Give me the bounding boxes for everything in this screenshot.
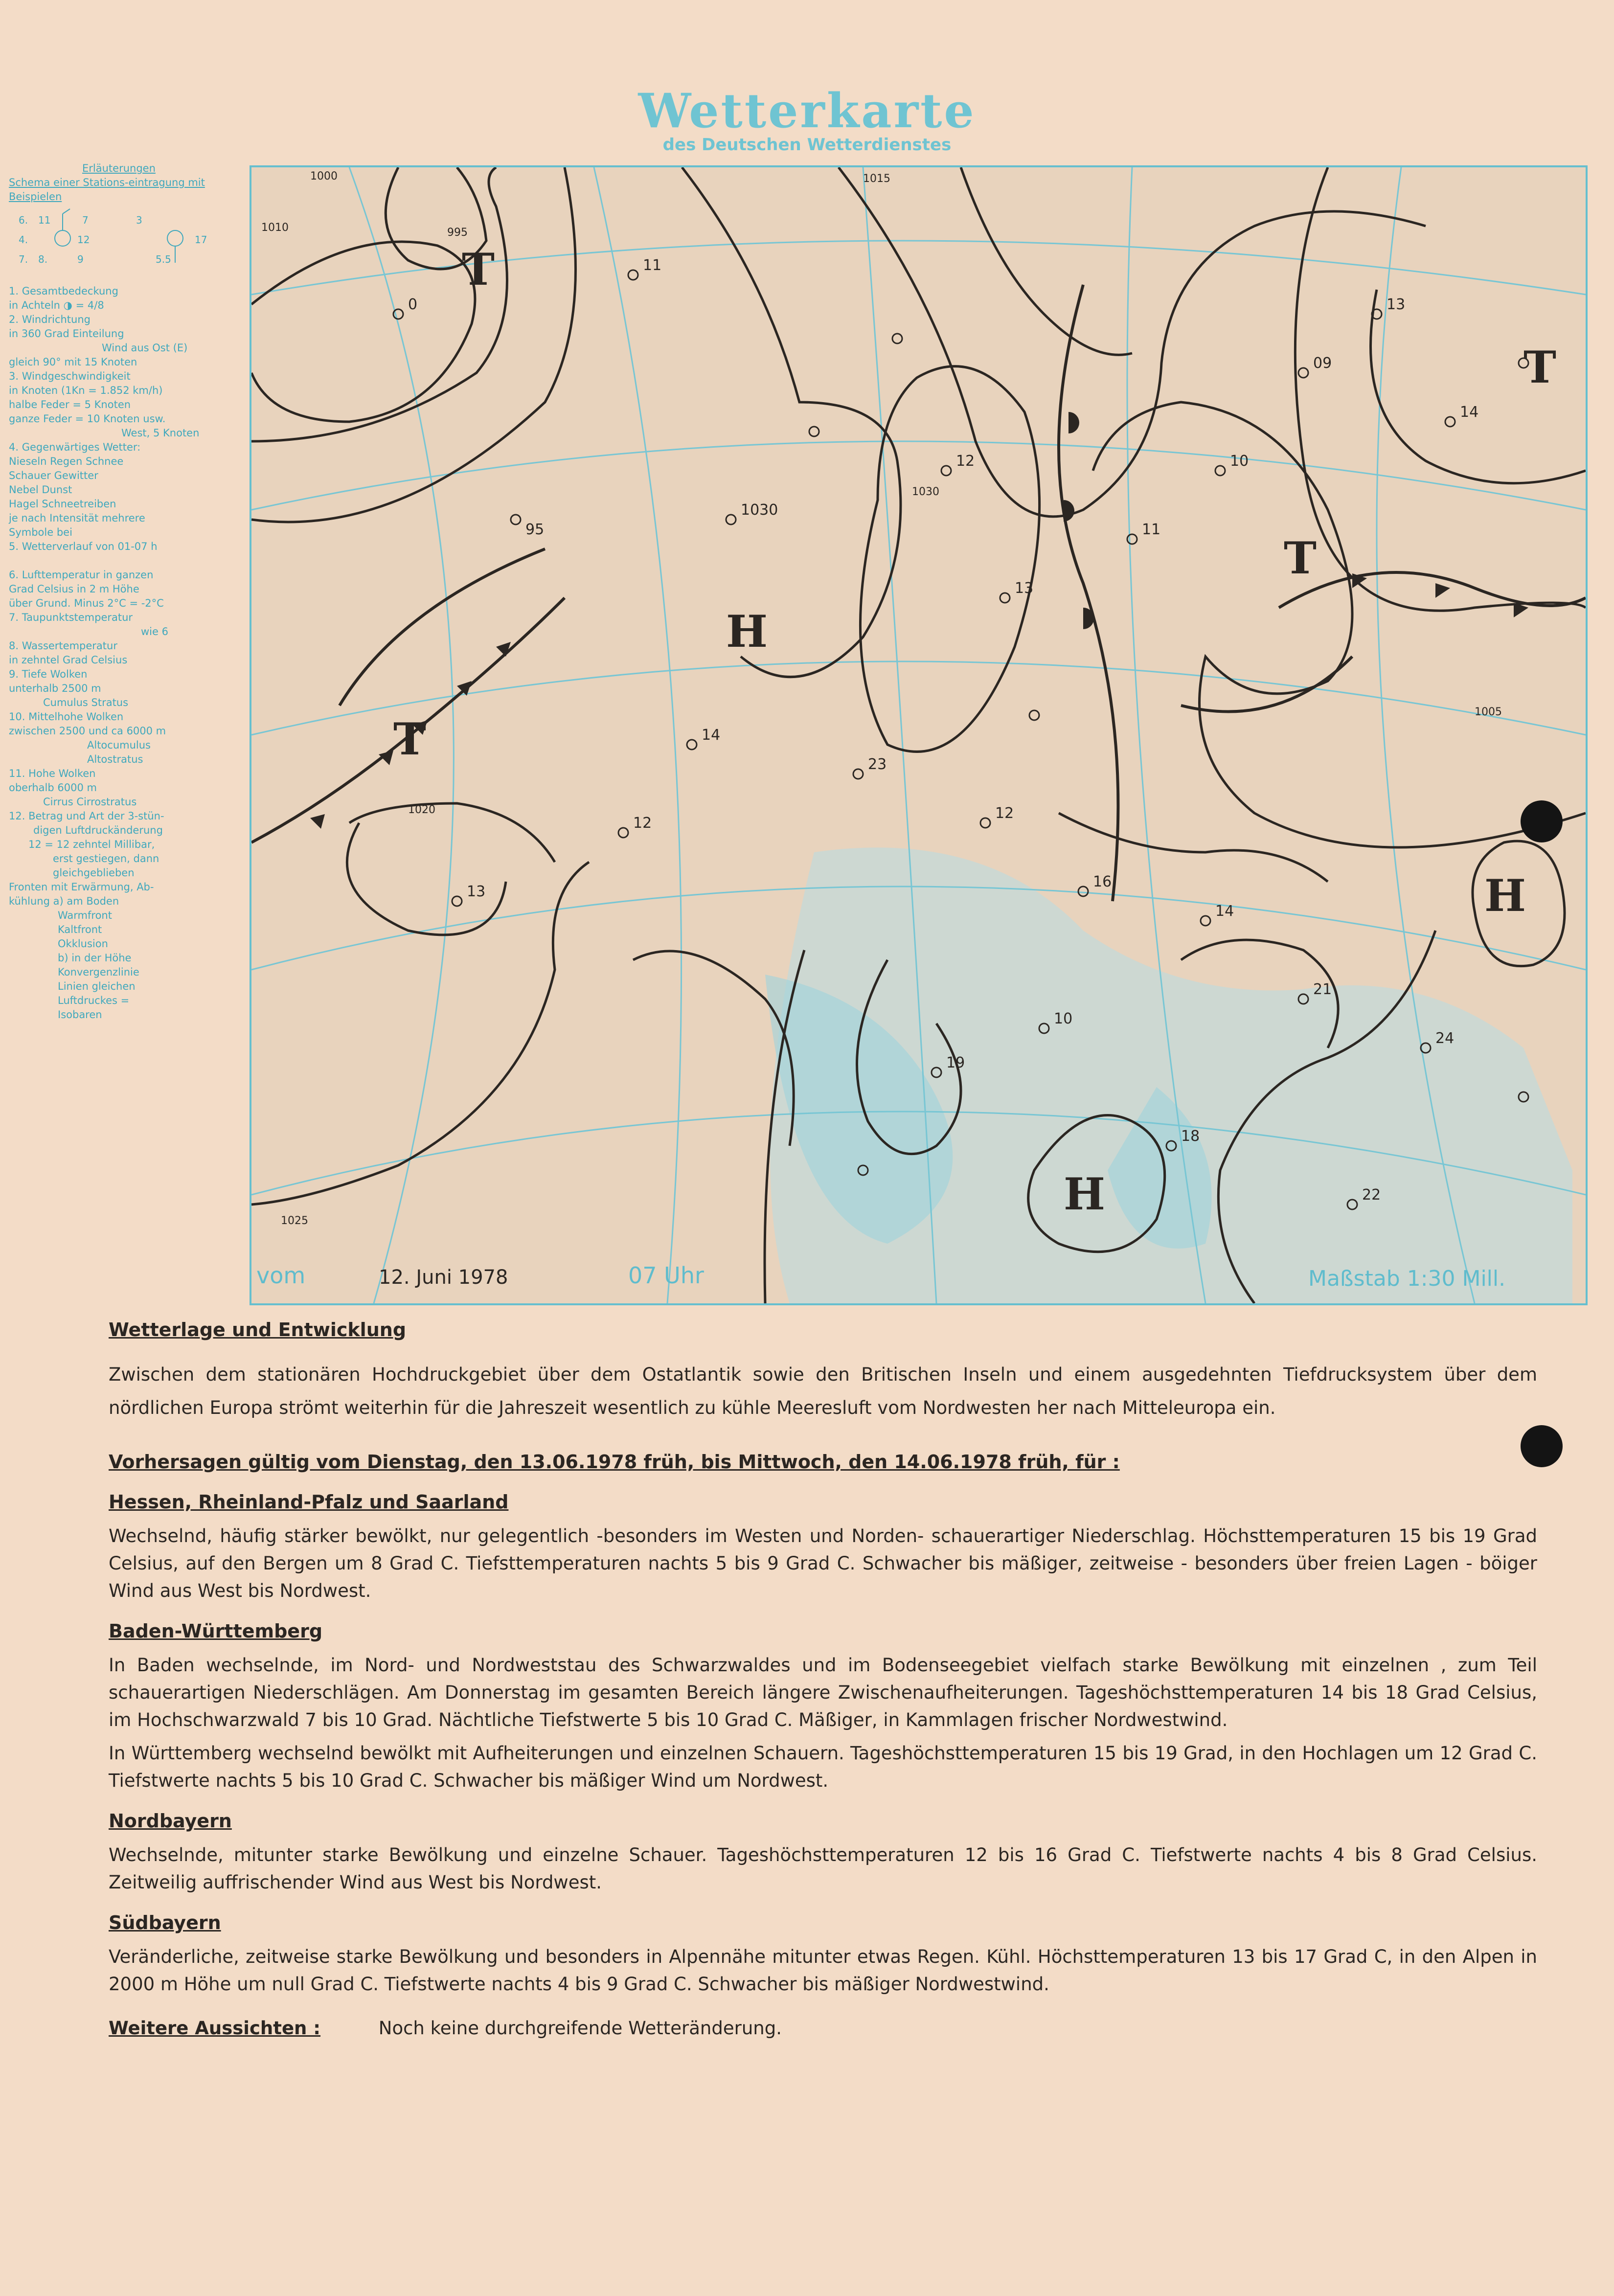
svg-text:23: 23 — [868, 756, 887, 773]
high-pressure-label: H — [726, 606, 768, 658]
svg-text:22: 22 — [1362, 1186, 1381, 1204]
legend-line: über Grund. Minus 2°C = -2°C — [9, 597, 164, 609]
low-pressure-label: T — [1284, 532, 1317, 584]
low-pressure-label: T — [462, 244, 495, 296]
legend-line: Warmfront — [58, 909, 112, 921]
legend-line: gleich 90° mit 15 Knoten — [9, 356, 137, 368]
svg-text:1000: 1000 — [310, 170, 338, 182]
legend-line: 4. Gegenwärtiges Wetter: — [9, 441, 141, 453]
map-time: 07 Uhr — [628, 1262, 704, 1289]
svg-text:12: 12 — [633, 815, 652, 832]
map-legend — [9, 161, 249, 1022]
legend-line: Cirrus Cirrostratus — [43, 796, 137, 808]
legend-line: Grad Celsius in 2 m Höhe — [9, 583, 139, 595]
legend-line: gleichgeblieben — [53, 867, 135, 879]
forecast-heading: Vorhersagen gültig vom Dienstag, den 13.06.1978 früh, bis Mittwoch, den 14.06.1978 früh, für : — [109, 1451, 1120, 1473]
legend-line: Wind aus Ost (E) — [102, 342, 188, 354]
svg-text:3: 3 — [136, 214, 142, 226]
legend-line: 2. Windrichtung — [9, 314, 91, 325]
legend-line: 10. Mittelhohe Wolken — [9, 711, 124, 723]
weather-map — [250, 165, 1588, 1305]
svg-text:1030: 1030 — [741, 501, 778, 519]
svg-text:6.: 6. — [19, 214, 28, 226]
legend-line: Isobaren — [58, 1009, 102, 1021]
legend-line: kühlung a) am Boden — [9, 895, 119, 907]
legend-line: zwischen 2500 und ca 6000 m — [9, 725, 166, 737]
legend-schema: Schema einer Stations-eintragung mit Beispielen — [9, 177, 205, 203]
legend-line: b) in der Höhe — [58, 952, 132, 964]
low-pressure-label: T — [393, 713, 426, 765]
legend-line: Symbole bei — [9, 526, 72, 538]
legend-line: 11. Hohe Wolken — [9, 768, 96, 779]
page-title: Wetterkarte — [638, 83, 976, 138]
svg-text:17: 17 — [195, 234, 207, 246]
legend-line: unterhalb 2500 m — [9, 682, 101, 694]
svg-text:14: 14 — [1215, 903, 1234, 920]
legend-line: Cumulus Stratus — [43, 697, 129, 708]
legend-line: halbe Feder = 5 Knoten — [9, 399, 131, 410]
map-date: 12. Juni 1978 — [379, 1266, 508, 1289]
svg-text:21: 21 — [1313, 981, 1332, 998]
legend-line: Kaltfront — [58, 924, 102, 935]
punch-hole — [1521, 800, 1563, 842]
region-heading: Baden-Württemberg — [109, 1620, 323, 1642]
svg-text:14: 14 — [1460, 404, 1479, 421]
svg-text:1030: 1030 — [912, 486, 939, 498]
legend-line: Fronten mit Erwärmung, Ab- — [9, 881, 154, 893]
station-schema-diagram — [9, 204, 239, 277]
svg-text:995: 995 — [447, 227, 468, 239]
weather-map-graphic — [251, 167, 1586, 1303]
svg-text:7.: 7. — [19, 253, 28, 265]
legend-line: je nach Intensität mehrere — [9, 512, 145, 524]
svg-text:11: 11 — [1142, 521, 1161, 538]
forecast-report — [109, 1316, 1537, 2042]
svg-text:1010: 1010 — [261, 222, 289, 234]
legend-line: 12 = 12 zehntel Millibar, — [28, 839, 155, 850]
svg-text:9: 9 — [77, 253, 84, 265]
svg-text:13: 13 — [1387, 296, 1406, 313]
region-paragraph: Wechselnde, mitunter starke Bewölkung und einzelne Schauer. Tageshöchsttemperaturen 12 bis 16 Grad C. Tiefstwerte nachts 4 bis 8 Grad Celsius. Zeitweilig auffrischender Wind aus West bis Nordwest. — [109, 1844, 1537, 1893]
map-scale: Maßstab 1:30 Mill. — [1308, 1266, 1506, 1291]
legend-line: in Knoten (1Kn = 1.852 km/h) — [9, 385, 163, 396]
legend-line: oberhalb 6000 m — [9, 782, 97, 794]
legend-line: Hagel Schneetreiben — [9, 498, 116, 510]
svg-text:24: 24 — [1435, 1030, 1455, 1047]
legend-line: Nebel Dunst — [9, 484, 72, 496]
low-pressure-label: T — [1523, 341, 1556, 393]
region-paragraph: In Württemberg wechselnd bewölkt mit Aufheiterungen und einzelnen Schauern. Tageshöchsttemperaturen 15 bis 19 Grad, in den Hochlagen um 12 Grad C. Tiefstwerte nachts 5 bis 10 Grad C. Schwacher bis mäßiger Wind um Nordwest. — [109, 1743, 1537, 1791]
region-heading: Nordbayern — [109, 1810, 232, 1832]
legend-line: Luftdruckes = — [58, 995, 130, 1006]
map-footer-vom: vom — [256, 1262, 306, 1289]
svg-text:1005: 1005 — [1475, 706, 1502, 718]
legend-line: 9. Tiefe Wolken — [9, 668, 88, 680]
legend-line: in zehntel Grad Celsius — [9, 654, 128, 666]
legend-line: 3. Windgeschwindigkeit — [9, 370, 131, 382]
legend-line: in Achteln ◑ = 4/8 — [9, 299, 104, 311]
page-subtitle: des Deutschen Wetterdienstes — [662, 135, 952, 155]
svg-text:12: 12 — [77, 234, 90, 246]
svg-text:13: 13 — [467, 883, 486, 900]
svg-text:12: 12 — [956, 453, 975, 470]
legend-line: 8. Wassertemperatur — [9, 640, 117, 652]
svg-text:13: 13 — [1015, 580, 1034, 597]
legend-line: Altocumulus — [87, 739, 151, 751]
high-pressure-label: H — [1484, 870, 1526, 922]
outlook-label: Weitere Aussichten : — [109, 2018, 321, 2039]
legend-line: Altostratus — [87, 753, 143, 765]
svg-text:5.5: 5.5 — [156, 253, 171, 265]
legend-line: erst gestiegen, dann — [53, 853, 159, 864]
situation-heading: Wetterlage und Entwicklung — [109, 1319, 407, 1341]
svg-text:10: 10 — [1230, 453, 1249, 470]
legend-line: 5. Wetterverlauf von 01-07 h — [9, 541, 158, 552]
svg-text:4.: 4. — [19, 234, 28, 246]
legend-line: Okklusion — [58, 938, 108, 950]
svg-text:1025: 1025 — [281, 1215, 308, 1227]
high-pressure-label: H — [1064, 1168, 1106, 1220]
svg-text:16: 16 — [1093, 873, 1112, 890]
outlook-text: Noch keine durchgreifende Wetteränderung. — [378, 2018, 782, 2039]
region-paragraph: Wechselnd, häufig stärker bewölkt, nur gelegentlich -besonders im Westen und Norden- schauerartiger Niederschlag. Höchsttemperaturen 15 bis 19 Grad Celsius, auf den Bergen um 8 Grad C. Tiefsttemperaturen nachts 5 bis 9 Grad C. Schwacher bis mäßiger, zeitweise - besonders über freien Lagen - böiger Wind aus West bis Nordwest. — [109, 1525, 1537, 1601]
svg-text:8.: 8. — [38, 253, 48, 265]
svg-text:19: 19 — [946, 1054, 965, 1071]
legend-line: West, 5 Knoten — [121, 427, 200, 439]
svg-text:1015: 1015 — [863, 173, 890, 185]
region-paragraph: Veränderliche, zeitweise starke Bewölkung und besonders in Alpennähe mitunter etwas Regen. Kühl. Höchsttemperaturen 13 bis 17 Grad C, in den Alpen in 2000 m Höhe um null Grad C. Tiefstwerte nachts 4 bis 9 Grad C. Schwacher bis mäßiger Nordwestwind. — [109, 1946, 1537, 1995]
legend-line: 7. Taupunktstemperatur — [9, 612, 133, 623]
svg-text:1020: 1020 — [408, 804, 435, 816]
front-symbols — [310, 412, 1528, 829]
legend-line: 12. Betrag und Art der 3-stün- — [9, 810, 164, 822]
svg-text:14: 14 — [702, 727, 721, 744]
legend-line: Nieseln Regen Schnee — [9, 455, 124, 467]
svg-text:12: 12 — [995, 805, 1014, 822]
legend-line: 1. Gesamtbedeckung — [9, 285, 118, 297]
legend-line: Konvergenzlinie — [58, 966, 139, 978]
region-paragraph: In Baden wechselnde, im Nord- und Nordweststau des Schwarzwaldes und im Bodenseegebiet vielfach starke Bewölkung mit einzelnen , zum Teil schauerartigen Niederschlägen. Am Donnerstag im gesamten Bereich längere Zwischenaufheiterungen. Tageshöchsttemperaturen 14 bis 18 Grad Celsius, im Hochschwarzwald 7 bis 10 Grad. Nächtliche Tiefstwerte 5 bis 10 Grad C. Mäßiger, in Kammlagen frischer Nordwestwind. — [109, 1655, 1537, 1730]
legend-line: digen Luftdruckänderung — [33, 824, 163, 836]
legend-line: 6. Lufttemperatur in ganzen — [9, 569, 154, 581]
svg-text:11: 11 — [643, 257, 662, 274]
svg-text:09: 09 — [1313, 355, 1332, 372]
svg-text:18: 18 — [1181, 1128, 1200, 1145]
legend-line: Linien gleichen — [58, 980, 136, 992]
svg-text:11: 11 — [38, 214, 51, 226]
region-heading: Hessen, Rheinland-Pfalz und Saarland — [109, 1491, 509, 1513]
svg-text:95: 95 — [525, 521, 545, 538]
legend-line: ganze Feder = 10 Knoten usw. — [9, 413, 166, 425]
legend-line: in 360 Grad Einteilung — [9, 328, 124, 340]
legend-heading: Erläuterungen — [82, 162, 156, 174]
legend-line: wie 6 — [141, 626, 168, 637]
svg-text:0: 0 — [408, 296, 418, 313]
legend-line: Schauer Gewitter — [9, 470, 98, 481]
outlook-row — [109, 2015, 1537, 2042]
svg-text:7: 7 — [82, 214, 89, 226]
region-heading: Südbayern — [109, 1912, 221, 1933]
situation-text: Zwischen dem stationären Hochdruckgebiet über dem Ostatlantik sowie den Britischen Inseln und einem ausgedehnten Tiefdrucksystem über dem nördlichen Europa strömt weiterhin für die Jahreszeit wesentlich zu kühle Meeresluft vom Nordwesten her nach Mitteleuropa ein. — [109, 1364, 1537, 1418]
svg-text:10: 10 — [1054, 1010, 1073, 1027]
